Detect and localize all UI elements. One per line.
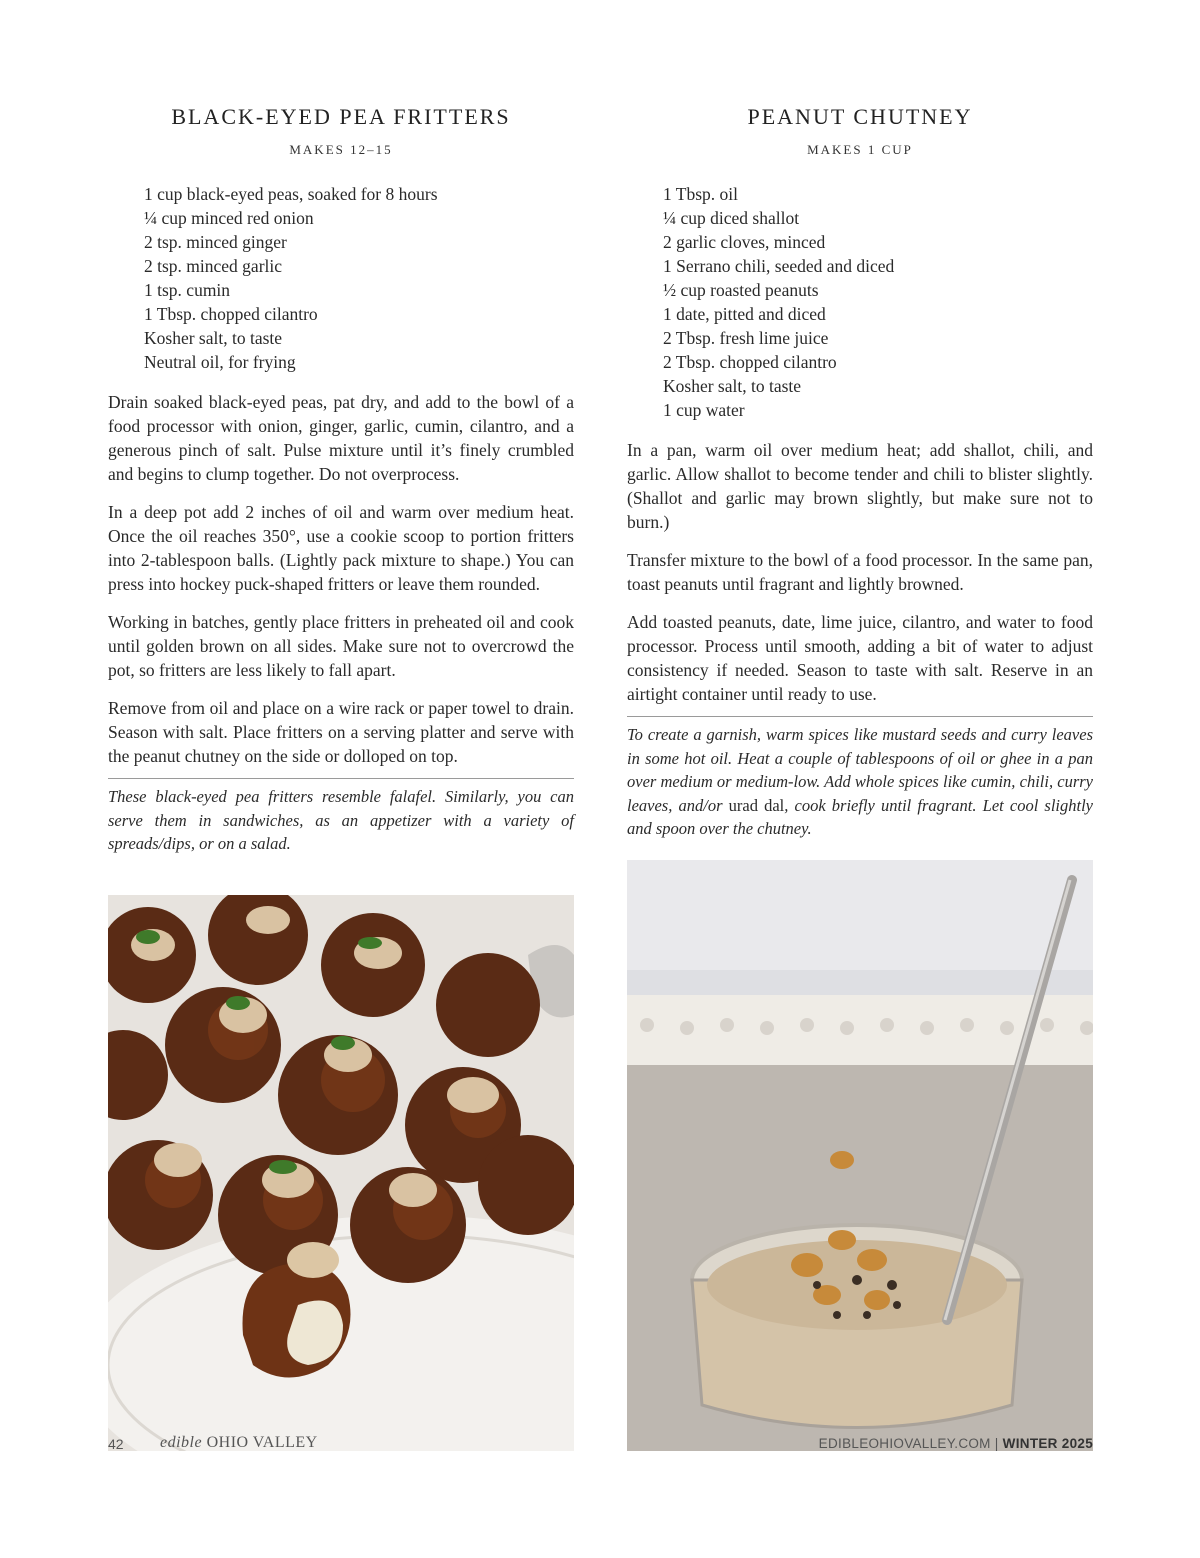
ingredient-item: Kosher salt, to taste (663, 376, 802, 396)
recipe-yield: MAKES 1 CUP (807, 142, 913, 157)
instruction-step: Transfer mixture to the bowl of a food processor. In the same pan, toast peanuts until fragrant and lightly browned. (627, 550, 1093, 594)
garnish-note (627, 723, 1093, 841)
brand-name: OHIO VALLEY (206, 1434, 318, 1451)
ingredient-item: 2 tsp. minced garlic (144, 256, 283, 276)
instruction-step: Drain soaked black-eyed peas, pat dry, and add to the bowl of a food processor with onion, ginger, garlic, cumin, cilantro, and a generous pinch of salt. Pulse mixture until it’s finely crumbled and begins to clump together. Do not overprocess. (108, 392, 574, 484)
ingredient-item: 1 date, pitted and diced (663, 304, 826, 324)
instruction-step: In a deep pot add 2 inches of oil and warm over medium heat. Once the oil reaches 350°, use a cookie scoop to portion fritters into 2-tablespoon balls. (Lightly pack mixture to shape.) You can press into hockey puck-shaped fritters or leave them rounded. (108, 502, 574, 594)
website-link[interactable]: EDIBLEOHIOVALLEY.COM (818, 1436, 991, 1451)
footer-info (819, 1436, 1093, 1451)
page-footer (108, 1436, 1093, 1456)
instruction-step: Remove from oil and place on a wire rack or paper towel to drain. Season with salt. Place fritters on a serving platter and serve with the peanut chutney on the side or dolloped on top. (108, 698, 574, 766)
ingredient-item: 2 Tbsp. fresh lime juice (663, 328, 829, 348)
ingredient-item: 1 Tbsp. chopped cilantro (144, 304, 318, 324)
issue-label: WINTER 2025 (1002, 1436, 1093, 1451)
fritters-photo (108, 895, 574, 1451)
instruction-step: Working in batches, gently place fritters in preheated oil and cook until golden brown on all sides. Make sure not to overcrowd the pot, so fritters are less likely to fall apart. (108, 612, 574, 680)
ingredient-item: 1 tsp. cumin (144, 280, 231, 300)
brand-edible: edible (160, 1434, 203, 1451)
garnish-note-term: urad dal (728, 795, 785, 815)
instruction-step: Add toasted peanuts, date, lime juice, cilantro, and water to food processor. Process until smooth, adding a bit of water to adjust consistency if needed. Season to taste with salt. Reserve in an airtight container until ready to use. (627, 612, 1093, 704)
ingredient-item: ½ cup roasted peanuts (663, 280, 819, 300)
ingredient-item: Kosher salt, to taste (144, 328, 283, 348)
divider (108, 778, 574, 779)
ingredient-item: 1 cup black-eyed peas, soaked for 8 hours (144, 184, 438, 204)
recipe-yield: MAKES 12–15 (289, 142, 393, 157)
footer-separator: | (994, 1436, 999, 1451)
ingredient-item: 2 garlic cloves, minced (663, 232, 826, 252)
fritters-illustration (108, 895, 574, 1451)
instruction-step: In a pan, warm oil over medium heat; add shallot, chili, and garlic. Allow shallot to become tender and chili to blister slightly. (Shallot and garlic may brown slightly, but make sure not to burn.) (627, 440, 1093, 532)
ingredient-item: 2 Tbsp. chopped cilantro (663, 352, 837, 372)
ingredient-item: ¼ cup minced red onion (144, 208, 314, 228)
magazine-brand (160, 1434, 318, 1452)
ingredient-list (144, 182, 574, 374)
recipe-chutney (627, 100, 1093, 841)
ingredient-item: 2 tsp. minced ginger (144, 232, 287, 252)
garnish-note-part: , cook briefly until fragrant. Let cool slightly and spoon over the chutney. (627, 795, 1093, 838)
ingredient-item: 1 Serrano chili, seeded and diced (663, 256, 895, 276)
chutney-photo (627, 860, 1093, 1451)
recipe-title: BLACK-EYED PEA FRITTERS (171, 104, 511, 129)
ingredient-list (663, 182, 1093, 422)
ingredient-item: Neutral oil, for frying (144, 352, 296, 372)
recipe-fritters (108, 100, 574, 856)
ingredient-item: 1 cup water (663, 400, 745, 420)
ingredient-item: 1 Tbsp. oil (663, 184, 739, 204)
recipe-title: PEANUT CHUTNEY (747, 104, 973, 129)
garnish-note-part: To create a garnish, warm spices like mustard seeds and curry leaves in some hot oil. Heat a couple of tablespoons of oil or ghee in a pan over medium or medium-low. Add whole spices like cumin, chili, curry leaves, and/or (627, 725, 1093, 815)
divider (627, 716, 1093, 717)
page-number: 42 (108, 1436, 124, 1452)
recipe-note: These black-eyed pea fritters resemble falafel. Similarly, you can serve them in sandwiches, as an appetizer with a variety of spreads/dips, or on a salad. (108, 787, 574, 853)
ingredient-item: ¼ cup diced shallot (663, 208, 800, 228)
chutney-illustration (627, 860, 1093, 1451)
